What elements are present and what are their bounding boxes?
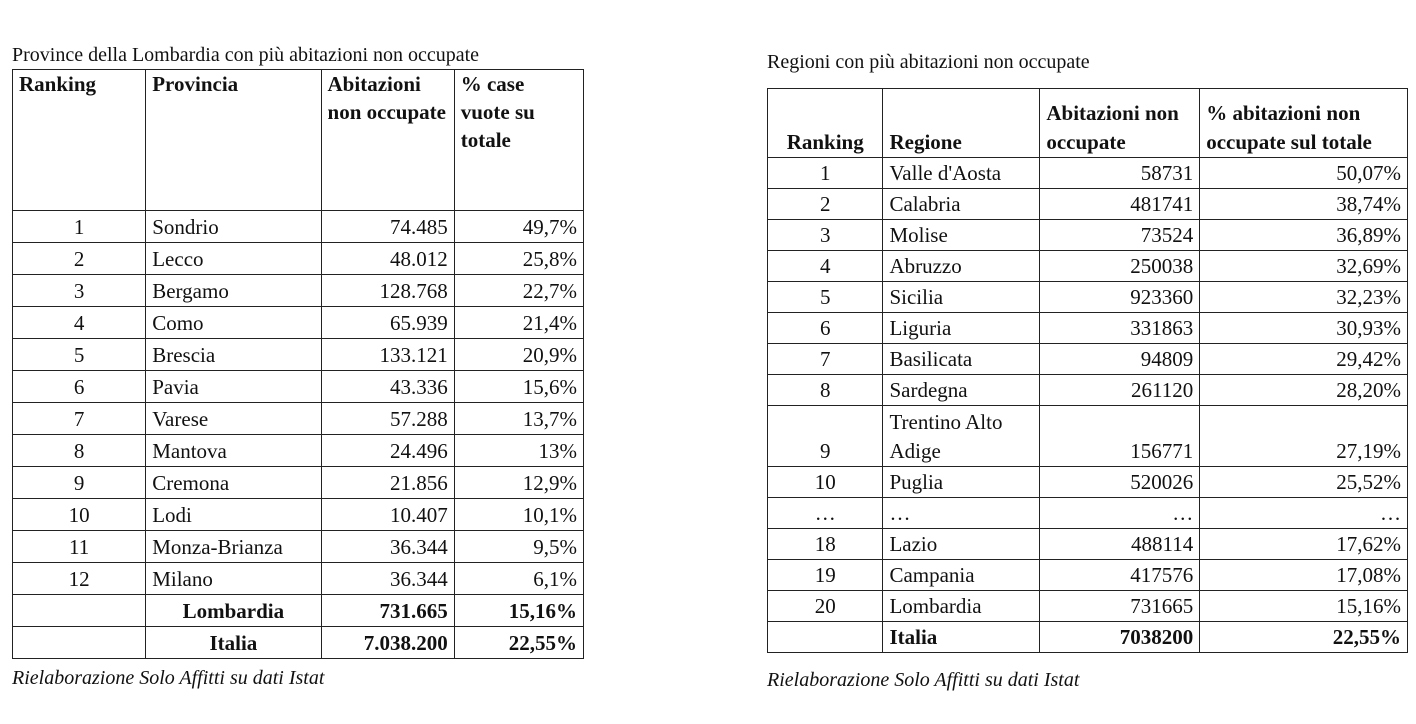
- table-row: [768, 251, 1408, 282]
- ranking-cell: 5: [768, 282, 883, 313]
- ranking-cell: 5: [13, 339, 146, 371]
- percent-cell: 21,4%: [454, 307, 583, 339]
- percent-cell: 22,55%: [454, 627, 583, 659]
- total-row: [13, 595, 584, 627]
- name-cell: Trentino Alto Adige: [883, 406, 1040, 467]
- table-row: [13, 435, 584, 467]
- total-row: [768, 622, 1408, 653]
- table-row: [768, 529, 1408, 560]
- name-cell: Varese: [146, 403, 321, 435]
- name-cell: Lombardia: [146, 595, 321, 627]
- count-cell: 731.665: [321, 595, 454, 627]
- name-cell: Abruzzo: [883, 251, 1040, 282]
- name-cell: Bergamo: [146, 275, 321, 307]
- count-cell: 488114: [1040, 529, 1200, 560]
- name-cell: Lodi: [146, 499, 321, 531]
- count-cell: 133.121: [321, 339, 454, 371]
- ranking-cell: 6: [13, 371, 146, 403]
- ranking-cell: 2: [13, 243, 146, 275]
- table-row: [768, 189, 1408, 220]
- count-cell: 156771: [1040, 406, 1200, 467]
- percent-cell: 10,1%: [454, 499, 583, 531]
- name-cell: Lombardia: [883, 591, 1040, 622]
- percent-cell: 13%: [454, 435, 583, 467]
- table-row: [13, 467, 584, 499]
- count-cell: 94809: [1040, 344, 1200, 375]
- ranking-cell: 8: [13, 435, 146, 467]
- ranking-cell: 3: [768, 220, 883, 251]
- count-cell: 10.407: [321, 499, 454, 531]
- count-cell: 58731: [1040, 158, 1200, 189]
- count-cell: 43.336: [321, 371, 454, 403]
- ranking-cell: 20: [768, 591, 883, 622]
- left-table-title: Province della Lombardia con più abitazioni non occupate: [12, 44, 480, 66]
- table-header-row: [13, 70, 584, 211]
- name-cell: Brescia: [146, 339, 321, 371]
- ranking-cell: 12: [13, 563, 146, 595]
- table-row: [13, 499, 584, 531]
- count-cell: 731665: [1040, 591, 1200, 622]
- count-cell: 57.288: [321, 403, 454, 435]
- table-row: [768, 344, 1408, 375]
- count-cell: 261120: [1040, 375, 1200, 406]
- name-cell: Mantova: [146, 435, 321, 467]
- name-cell: Cremona: [146, 467, 321, 499]
- percent-cell: 15,16%: [454, 595, 583, 627]
- table-row: [13, 275, 584, 307]
- percent-cell: 29,42%: [1200, 344, 1408, 375]
- ranking-cell: 6: [768, 313, 883, 344]
- percent-cell: 15,16%: [1200, 591, 1408, 622]
- count-cell: …: [1040, 498, 1200, 529]
- percent-cell: 22,55%: [1200, 622, 1408, 653]
- table-row: [13, 563, 584, 595]
- left-table-caption: Rielaborazione Solo Affitti su dati Istat: [12, 667, 325, 689]
- name-cell: Sondrio: [146, 211, 321, 243]
- header-provincia: Provincia: [146, 70, 321, 211]
- name-cell: Sardegna: [883, 375, 1040, 406]
- count-cell: 7038200: [1040, 622, 1200, 653]
- table-row: [768, 467, 1408, 498]
- name-cell: Pavia: [146, 371, 321, 403]
- ranking-cell: 9: [768, 406, 883, 467]
- percent-cell: 28,20%: [1200, 375, 1408, 406]
- table-row: [768, 498, 1408, 529]
- name-cell: Puglia: [883, 467, 1040, 498]
- ranking-cell: 10: [768, 467, 883, 498]
- ranking-cell: 1: [13, 211, 146, 243]
- table-row: [13, 307, 584, 339]
- table-row: [13, 339, 584, 371]
- table-row: [13, 371, 584, 403]
- ranking-cell: 10: [13, 499, 146, 531]
- percent-cell: 6,1%: [454, 563, 583, 595]
- percent-cell: 36,89%: [1200, 220, 1408, 251]
- name-cell: Como: [146, 307, 321, 339]
- name-cell: Campania: [883, 560, 1040, 591]
- percent-cell: 17,62%: [1200, 529, 1408, 560]
- table-row: [768, 560, 1408, 591]
- header-percent: % abitazioni non occupate sul totale: [1200, 89, 1408, 158]
- table-row: [13, 531, 584, 563]
- count-cell: 73524: [1040, 220, 1200, 251]
- count-cell: 7.038.200: [321, 627, 454, 659]
- count-cell: 128.768: [321, 275, 454, 307]
- percent-cell: 15,6%: [454, 371, 583, 403]
- count-cell: 417576: [1040, 560, 1200, 591]
- name-cell: Valle d'Aosta: [883, 158, 1040, 189]
- percent-cell: 38,74%: [1200, 189, 1408, 220]
- name-cell: Liguria: [883, 313, 1040, 344]
- name-cell: …: [883, 498, 1040, 529]
- percent-cell: 13,7%: [454, 403, 583, 435]
- ranking-cell: 8: [768, 375, 883, 406]
- name-cell: Italia: [883, 622, 1040, 653]
- percent-cell: 25,52%: [1200, 467, 1408, 498]
- count-cell: 24.496: [321, 435, 454, 467]
- count-cell: 36.344: [321, 531, 454, 563]
- ranking-cell: 1: [768, 158, 883, 189]
- right-table-caption: Rielaborazione Solo Affitti su dati Istat: [767, 669, 1080, 691]
- percent-cell: 20,9%: [454, 339, 583, 371]
- header-ranking: Ranking: [13, 70, 146, 211]
- count-cell: 65.939: [321, 307, 454, 339]
- count-cell: 481741: [1040, 189, 1200, 220]
- name-cell: Sicilia: [883, 282, 1040, 313]
- table-row: [13, 403, 584, 435]
- name-cell: Italia: [146, 627, 321, 659]
- header-percent: % case vuote su totale: [454, 70, 583, 211]
- count-cell: 74.485: [321, 211, 454, 243]
- ranking-cell: 11: [13, 531, 146, 563]
- ranking-cell: 7: [768, 344, 883, 375]
- table-row: [768, 158, 1408, 189]
- percent-cell: 9,5%: [454, 531, 583, 563]
- ranking-cell: 18: [768, 529, 883, 560]
- ranking-cell: 4: [13, 307, 146, 339]
- ranking-cell: [13, 627, 146, 659]
- table-row: [768, 282, 1408, 313]
- table-row: [768, 375, 1408, 406]
- count-cell: 21.856: [321, 467, 454, 499]
- percent-cell: 17,08%: [1200, 560, 1408, 591]
- header-ranking: Ranking: [768, 89, 883, 158]
- name-cell: Monza-Brianza: [146, 531, 321, 563]
- name-cell: Calabria: [883, 189, 1040, 220]
- percent-cell: 25,8%: [454, 243, 583, 275]
- percent-cell: 27,19%: [1200, 406, 1408, 467]
- percent-cell: 49,7%: [454, 211, 583, 243]
- count-cell: 36.344: [321, 563, 454, 595]
- ranking-cell: 19: [768, 560, 883, 591]
- ranking-cell: 4: [768, 251, 883, 282]
- ranking-cell: 2: [768, 189, 883, 220]
- ranking-cell: 3: [13, 275, 146, 307]
- percent-cell: …: [1200, 498, 1408, 529]
- ranking-cell: [13, 595, 146, 627]
- right-table-title: Regioni con più abitazioni non occupate: [767, 51, 1090, 73]
- count-cell: 520026: [1040, 467, 1200, 498]
- table-row: [13, 211, 584, 243]
- percent-cell: 30,93%: [1200, 313, 1408, 344]
- table-row: [768, 591, 1408, 622]
- count-cell: 923360: [1040, 282, 1200, 313]
- table-header-row: [768, 89, 1408, 158]
- total-row: [13, 627, 584, 659]
- regioni-table: [767, 88, 1408, 653]
- header-abitazioni: Abitazioni non occupate: [321, 70, 454, 211]
- table-row: [768, 220, 1408, 251]
- percent-cell: 50,07%: [1200, 158, 1408, 189]
- count-cell: 250038: [1040, 251, 1200, 282]
- name-cell: Molise: [883, 220, 1040, 251]
- percent-cell: 32,69%: [1200, 251, 1408, 282]
- percent-cell: 22,7%: [454, 275, 583, 307]
- table-row: [768, 406, 1408, 467]
- name-cell: Lazio: [883, 529, 1040, 560]
- table-row: [768, 313, 1408, 344]
- percent-cell: 32,23%: [1200, 282, 1408, 313]
- name-cell: Lecco: [146, 243, 321, 275]
- ranking-cell: [768, 622, 883, 653]
- ranking-cell: 7: [13, 403, 146, 435]
- count-cell: 48.012: [321, 243, 454, 275]
- count-cell: 331863: [1040, 313, 1200, 344]
- ranking-cell: …: [768, 498, 883, 529]
- ranking-cell: 9: [13, 467, 146, 499]
- table-row: [13, 243, 584, 275]
- header-regione: Regione: [883, 89, 1040, 158]
- header-abitazioni: Abitazioni non occupate: [1040, 89, 1200, 158]
- percent-cell: 12,9%: [454, 467, 583, 499]
- name-cell: Milano: [146, 563, 321, 595]
- lombardia-provinces-table: [12, 69, 584, 659]
- name-cell: Basilicata: [883, 344, 1040, 375]
